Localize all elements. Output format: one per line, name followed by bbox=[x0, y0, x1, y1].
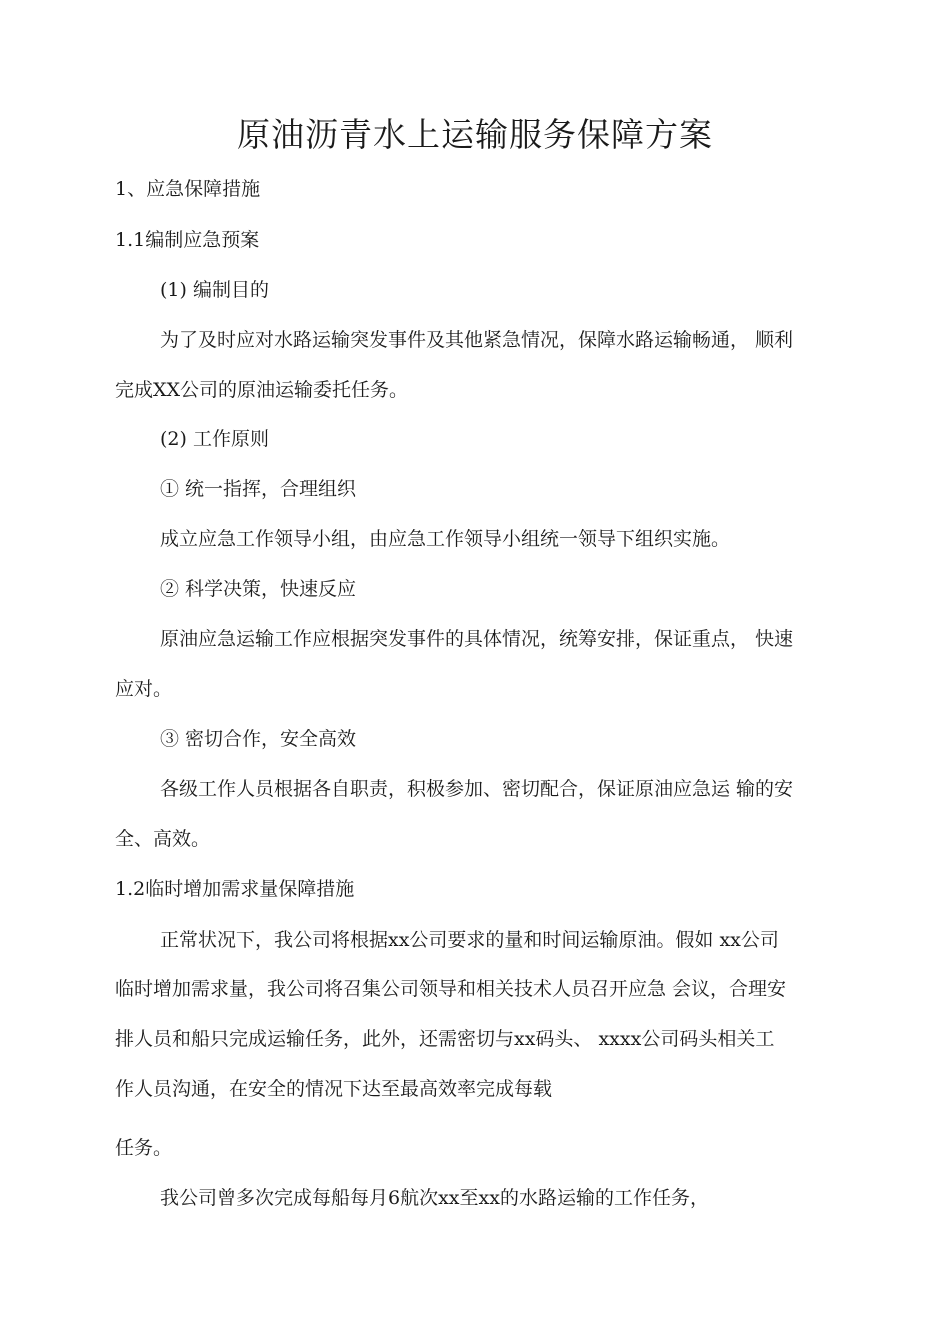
paragraph-line: 各级工作人员根据各自职责，积极参加、密切配合，保证原油应急运 输的安 bbox=[160, 778, 794, 800]
paragraph-line: 作人员沟通，在安全的情况下达至最高效率完成每载 bbox=[115, 1078, 553, 1100]
principle-item: ③ 密切合作，安全高效 bbox=[160, 728, 357, 750]
heading-1-1: 1.1编制应急预案 bbox=[115, 229, 260, 251]
paragraph-line: 应对。 bbox=[115, 678, 173, 700]
principle-item: ① 统一指挥，合理组织 bbox=[160, 478, 357, 500]
heading-1: 1、应急保障措施 bbox=[115, 178, 261, 200]
paragraph-line: 正常状况下，我公司将根据xx公司要求的量和时间运输原油。假如 xx公司 bbox=[160, 929, 779, 951]
paragraph-line: 临时增加需求量，我公司将召集公司领导和相关技术人员召开应急 会议，合理安 bbox=[115, 978, 787, 1000]
paragraph-line: 排人员和船只完成运输任务，此外，还需密切与xx码头、 xxxx公司码头相关工 bbox=[115, 1028, 775, 1050]
paragraph-line: 为了及时应对水路运输突发事件及其他紧急情况，保障水路运输畅通， 顺利 bbox=[160, 329, 794, 351]
paragraph-line: 我公司曾多次完成每船每月6航次xx至xx的水路运输的工作任务， bbox=[160, 1187, 709, 1209]
subheading-principles: (2) 工作原则 bbox=[160, 428, 269, 450]
paragraph-line: 原油应急运输工作应根据突发事件的具体情况，统筹安排，保证重点， 快速 bbox=[160, 628, 794, 650]
principle-item: ② 科学决策，快速反应 bbox=[160, 578, 357, 600]
subheading-purpose: (1) 编制目的 bbox=[160, 279, 269, 301]
document-title: 原油沥青水上运输服务保障方案 bbox=[237, 115, 713, 154]
paragraph-line: 全、高效。 bbox=[115, 828, 211, 850]
paragraph-line: 完成XX公司的原油运输委托任务。 bbox=[115, 379, 409, 401]
paragraph-line: 成立应急工作领导小组，由应急工作领导小组统一领导下组织实施。 bbox=[160, 528, 731, 550]
heading-1-2: 1.2临时增加需求量保障措施 bbox=[115, 878, 355, 900]
paragraph-line: 任务。 bbox=[115, 1137, 173, 1159]
